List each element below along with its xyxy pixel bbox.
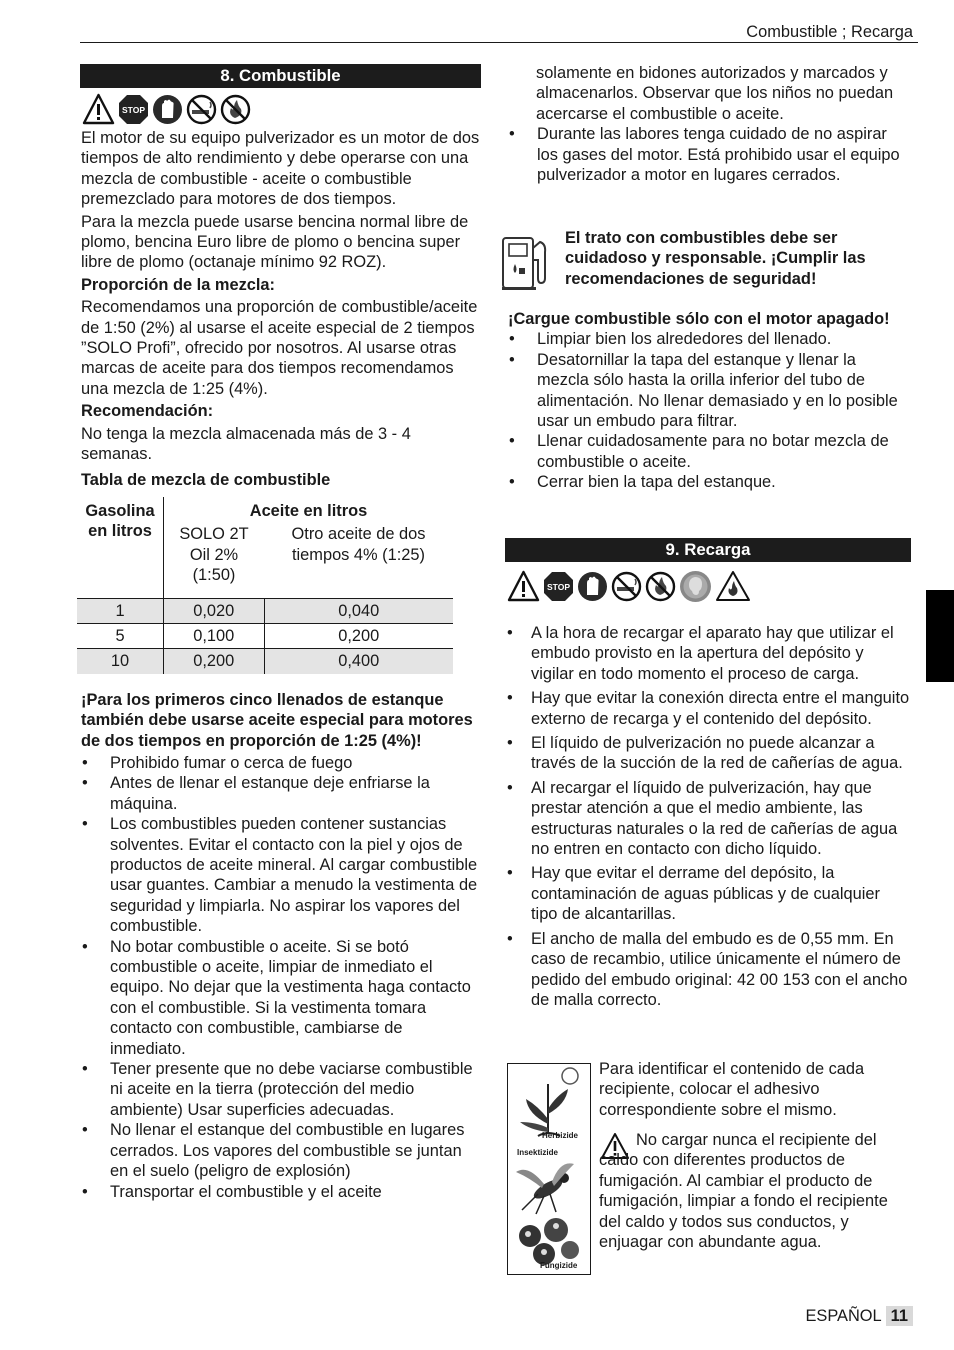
table-cell-gasoline: 1 [77, 598, 164, 623]
recharge-list [506, 623, 910, 1010]
section-9-heading: 9. Recarga [505, 538, 911, 562]
section-9-content [506, 623, 910, 1014]
section-8-right-column [508, 63, 912, 185]
insect-icon [516, 1163, 574, 1214]
list-item: • Durante las labores tenga cuidado de no aspirar los gases del motor. Está prohibido usar el equipo pulverizador a motor en lugares cerrados. [508, 124, 912, 185]
page-footer [805, 1306, 913, 1326]
fuel-mix-table [77, 497, 453, 674]
label-note: Para identificar el contenido de cada recipiente, colocar el adhesivo correspondiente sobre el mismo. [599, 1060, 865, 1119]
warning-icon [507, 570, 540, 603]
table-row [77, 623, 453, 648]
svg-text:STOP: STOP [547, 582, 570, 592]
list-item: • El líquido de pulverización no puede alcanzar a través de la succión de la red de cañerías de agua. [506, 733, 910, 774]
pesticide-pictograms [508, 1064, 590, 1274]
list-item: • Cerrar bien la tapa del estanque. [508, 472, 912, 492]
list-item: • Hay que evitar la conexión directa entre el manguito externo de recarga y el contenido del depósito. [506, 688, 910, 729]
table-cell-solo: 0,100 [164, 623, 265, 648]
table-cell-other: 0,200 [264, 623, 453, 648]
insecticide-label: Insektizide [517, 1148, 558, 1157]
warning-icon [82, 93, 115, 126]
exhaust-list [508, 124, 912, 185]
table-row [77, 598, 453, 623]
page-header-title: Combustible ; Recarga [746, 23, 913, 41]
mixing-warning: No cargar nunca el recipiente del caldo con diferentes productos de fumigación. Al cambiar el producto de fumigación, limpiar a fondo el recipiente del caldo y todos sus conductos, y enjuagar con abundante agua. [599, 1131, 888, 1252]
table-subheader-other: Otro aceite de dos tiempos 4% (1:25) [291, 525, 426, 564]
intro-paragraph: Para la mezcla puede usarse bencina normal libre de plomo, bencina Euro libre de plomo o bencina super libre de plomo (octanaje mínimo 92 ROZ). [81, 212, 469, 272]
fungus-icon [519, 1218, 579, 1265]
gloves-icon [577, 571, 608, 602]
list-item: • Prohibido fumar o cerca de fuego [81, 753, 481, 773]
section-9-icon-row [507, 570, 751, 603]
herbicide-label: Herbizide [542, 1131, 579, 1140]
no-fire-icon [645, 571, 676, 602]
list-item: • Limpiar bien los alrededores del llenado. [508, 329, 912, 349]
footer-language: ESPAÑOL [805, 1307, 882, 1325]
list-item: • No llenar el estanque del combustible en lugares cerrados. Los vapores del combustible se juntan en el suelo (peligro de explosión) [81, 1120, 481, 1181]
ratio-paragraph: Recomendamos una proporción de combustible/aceite de 1:50 (2%) al usarse el aceite especial de 2 tiempos ”SOLO Profi”, ofrecido por nosotros. Al usarse otras marcas de aceite para dos tiempos recomendamos una mezcla de 1:25 (4%). [81, 298, 478, 398]
first-fills-warning: ¡Para los primeros cinco llenados de estanque también debe usarse aceite especial para motores de dos tiempos en proporción de 1:25 (4%)! [81, 690, 473, 750]
ratio-heading: Proporción de la mezcla: [81, 275, 276, 294]
list-item: • A la hora de recargar el aparato hay que utilizar el embudo provisto en la apertura del depósito y vigilar en todo momento el proceso de carga. [506, 623, 910, 684]
table-cell-gasoline: 10 [77, 649, 164, 674]
header-divider [80, 42, 918, 43]
mix-table-title: Tabla de mezcla de combustible [81, 470, 331, 489]
refuel-instructions [508, 309, 912, 493]
fuel-safety-list [81, 753, 481, 1202]
no-smoking-icon [186, 94, 217, 125]
list-item: • Los combustibles pueden contener sustancias solventes. Evitar el contacto con la piel y ojos de productos de aceite mineral. Al cargar combustible usar guantes. Cambiar a menudo la vestimenta de seguridad y limpiarla. No aspirar los vapores del combustible. [81, 814, 481, 936]
intro-paragraph: El motor de su equipo pulverizador es un motor de dos tiempos de alto rendimiento y debe operarse con una mezcla de combustible - aceite o combustible premezclado para motores de dos tiempos. [81, 129, 480, 209]
fuel-pump-icon [500, 230, 552, 297]
list-item: • Tener presente que no debe vaciarse combustible ni aceite en la tierra (protección del medio ambiente) Usar superficies adecuadas. [81, 1059, 481, 1120]
table-header-oil: Aceite en litros [164, 497, 454, 524]
list-item: • Hay que evitar el derrame del depósito, la contaminación de aguas públicas y de cualquier tipo de alcantarillas. [506, 863, 910, 924]
table-cell-solo: 0,200 [164, 649, 265, 674]
list-item: • El ancho de malla del embudo es de 0,55 mm. En caso de recambio, utilice únicamente el número de pedido del embudo original: 42 00 153 con el ancho de malla correcto. [506, 929, 910, 1011]
table-header-gasoline: Gasolina en litros [85, 501, 155, 541]
fuel-safety-note: El trato con combustibles debe ser cuidadoso y responsable. ¡Cumplir las recomendaciones de seguridad! [565, 229, 866, 288]
section-8-heading: 8. Combustible [80, 64, 481, 88]
no-smoking-icon [611, 571, 642, 602]
section-8-left-column [81, 128, 481, 1202]
fungicide-label: Fungizide [540, 1261, 578, 1270]
table-cell-other: 0,040 [264, 598, 453, 623]
list-item: • Antes de llenar el estanque deje enfriarse la máquina. [81, 773, 481, 814]
table-cell-gasoline: 5 [77, 623, 164, 648]
list-item: • Llenar cuidadosamente para no botar mezcla de combustible o aceite. [508, 431, 912, 472]
svg-text:STOP: STOP [122, 105, 145, 115]
table-subheader-solo: SOLO 2T Oil 2% (1:50) [164, 524, 265, 598]
recommendation-paragraph: No tenga la mezcla almacenada más de 3 - 4 semanas. [81, 424, 411, 464]
table-cell-other: 0,400 [264, 649, 453, 674]
gloves-icon [152, 94, 183, 125]
stop-icon [543, 571, 574, 602]
language-side-tab [926, 590, 954, 682]
list-item: • Al recargar el líquido de pulverización, hay que prestar atención a que el medio ambiente, las estructuras naturales o la red de cañerías de agua no entren en contacto con dicho líquido. [506, 778, 910, 860]
refuel-list [508, 329, 912, 492]
list-item: • Transportar el combustible y el aceite [81, 1182, 481, 1202]
list-item: • Desatornillar la tapa del estanque y llenar la mezcla sólo hasta la orilla inferior del tubo de alimentación. No llenar demasiado y en lo posible usar un embudo para filtrar. [508, 350, 912, 432]
list-item: • No botar combustible o aceite. Si se botó combustible o aceite, limpiar de inmediato el equipo. No dejar que la vestimenta haga contacto con el combustible. Si la vestimenta tomara contacto con combustible, cambiarse de inmediato. [81, 937, 481, 1059]
continuation-paragraph: solamente en bidones autorizados y marcados y almacenarlos. Observar que los niños no puedan acercarse el combustible o aceite. [536, 64, 894, 123]
stop-icon [118, 94, 149, 125]
table-row [77, 649, 453, 674]
recommendation-heading: Recomendación: [81, 402, 214, 421]
table-cell-solo: 0,020 [164, 598, 265, 623]
engine-off-heading: ¡Cargue combustible sólo con el motor apagado! [508, 310, 890, 328]
page-number: 11 [886, 1306, 913, 1326]
herbicide-plant-icon [520, 1068, 578, 1136]
no-fire-icon [220, 94, 251, 125]
flammable-warning-icon [715, 570, 751, 603]
pesticide-pictogram-panel [507, 1063, 591, 1275]
hearing-protection-icon [679, 570, 712, 603]
section-8-icon-row [82, 93, 251, 126]
